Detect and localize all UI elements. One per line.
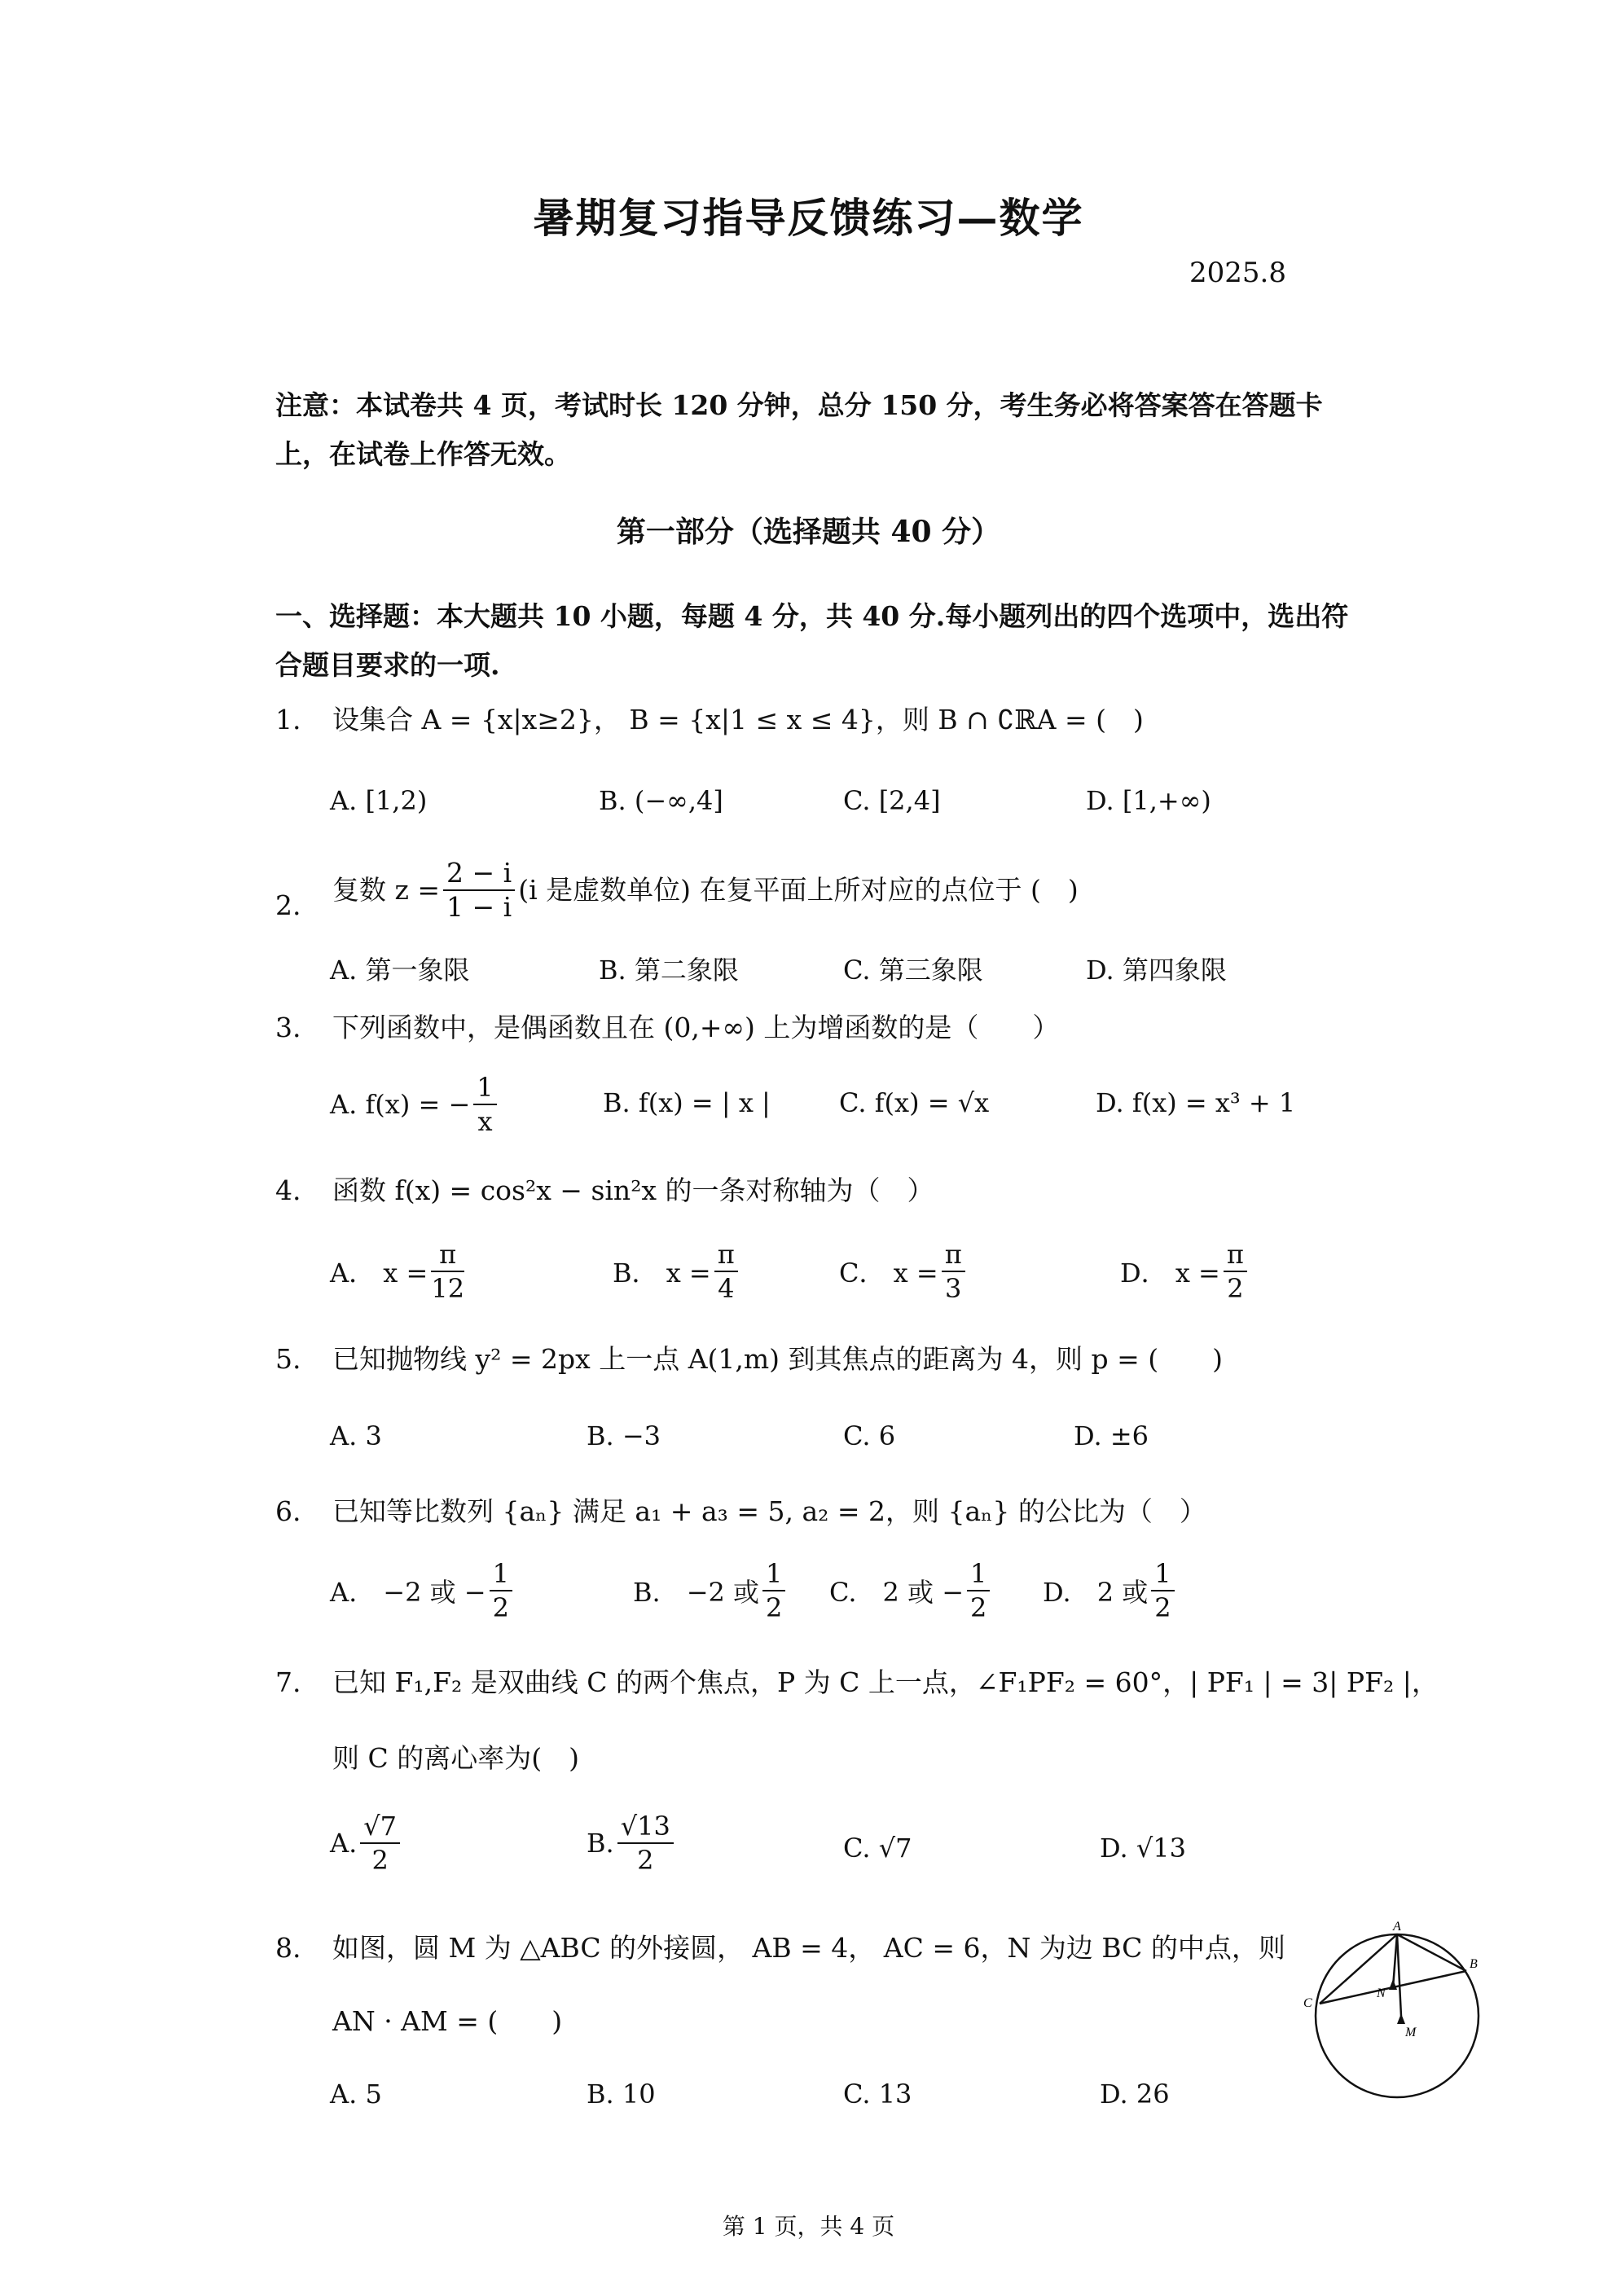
option-b[interactable] bbox=[633, 1557, 789, 1624]
question-stem: 下列函数中，是偶函数且在 (0,+∞) 上为增函数的是（ ） bbox=[332, 1012, 1060, 1043]
question-stem: 函数 f(x) = cos²x − sin²x 的一条对称轴为（ ） bbox=[332, 1174, 934, 1206]
option-label: D. 2 或 bbox=[1043, 1577, 1149, 1608]
option-d[interactable] bbox=[1043, 1557, 1178, 1624]
option-d[interactable]: D. √13 bbox=[1100, 1833, 1186, 1864]
part-title: 第一部分（选择题共 40 分） bbox=[616, 515, 1001, 549]
option-label: C. 2 或 − bbox=[829, 1577, 964, 1608]
option-label: A. bbox=[330, 1828, 358, 1859]
stem-prefix: 复数 z = bbox=[332, 874, 441, 906]
option-a[interactable]: A. 第一象限 bbox=[330, 955, 470, 986]
option-d[interactable]: D. f(x) = x³ + 1 bbox=[1096, 1087, 1296, 1118]
fraction-denominator: 2 bbox=[492, 1592, 509, 1623]
fraction bbox=[942, 1238, 965, 1305]
option-d[interactable] bbox=[1120, 1238, 1250, 1305]
fraction-numerator: √13 bbox=[617, 1810, 674, 1844]
label-b: B bbox=[1470, 1957, 1478, 1971]
option-label: A． x = bbox=[330, 1258, 428, 1288]
option-a[interactable]: A. 3 bbox=[330, 1420, 382, 1451]
option-c[interactable]: C. 第三象限 bbox=[843, 955, 983, 986]
question-stem: 已知等比数列 {aₙ} 满足 a₁ + a₃ = 5, a₂ = 2，则 {aₙ} 的公比为（ ） bbox=[332, 1495, 1206, 1527]
option-label: B. −2 或 bbox=[633, 1577, 760, 1608]
fraction bbox=[490, 1557, 512, 1624]
fraction bbox=[714, 1238, 738, 1305]
vector-am bbox=[1397, 1934, 1401, 2016]
option-a[interactable] bbox=[330, 1071, 500, 1138]
option-label: C． x = bbox=[839, 1258, 938, 1288]
option-c[interactable]: C. [2,4] bbox=[843, 785, 941, 816]
fraction-denominator: 2 bbox=[1154, 1592, 1171, 1623]
label-c: C bbox=[1303, 1996, 1312, 2010]
option-b[interactable]: B. (−∞,4] bbox=[599, 785, 723, 816]
question-number: 8. bbox=[275, 1932, 301, 1964]
option-b[interactable]: B. 10 bbox=[587, 2079, 656, 2109]
fraction-denominator: x bbox=[477, 1106, 493, 1137]
option-a[interactable] bbox=[330, 1238, 468, 1305]
question-stem bbox=[332, 857, 1269, 924]
question-stem: 已知抛物线 y² = 2px 上一点 A(1,m) 到其焦点的距离为 4，则 p = ( ) bbox=[332, 1343, 1224, 1375]
option-d[interactable]: D. 第四象限 bbox=[1086, 955, 1227, 986]
fraction-numerator: π bbox=[431, 1238, 464, 1272]
fraction-numerator: 1 bbox=[1151, 1557, 1174, 1591]
question-number: 7. bbox=[275, 1666, 301, 1698]
fraction-numerator: 1 bbox=[762, 1557, 785, 1591]
option-b[interactable]: B. −3 bbox=[587, 1420, 661, 1451]
fraction-numerator: 1 bbox=[473, 1071, 496, 1105]
label-n: N bbox=[1377, 1987, 1386, 2000]
fraction bbox=[967, 1557, 990, 1624]
fraction-numerator: π bbox=[942, 1238, 965, 1272]
circle-figure bbox=[1295, 1914, 1491, 2109]
option-c[interactable]: C. √7 bbox=[843, 1833, 912, 1864]
option-label: A. f(x) = − bbox=[330, 1089, 471, 1120]
segment-ab bbox=[1397, 1934, 1466, 1971]
option-c[interactable]: C. f(x) = √x bbox=[839, 1087, 990, 1118]
question-stem: 如图，圆 M 为 △ABC 的外接圆， AB = 4， AC = 6，N 为边 BC 的中点，则 bbox=[332, 1932, 1285, 1964]
fraction bbox=[360, 1810, 400, 1877]
fraction-denominator: 2 bbox=[1227, 1273, 1244, 1304]
fraction-numerator: 1 bbox=[490, 1557, 512, 1591]
section-intro: 一、选择题：本大题共 10 小题，每题 4 分，共 40 分.每小题列出的四个选项中，选出符合题目要求的一项. bbox=[275, 600, 1349, 681]
label-a: A bbox=[1393, 1920, 1401, 1934]
fraction-numerator: 2 − i bbox=[443, 857, 515, 891]
option-a[interactable]: A. 5 bbox=[330, 2079, 382, 2109]
option-label: D． x = bbox=[1120, 1258, 1220, 1288]
fraction bbox=[431, 1238, 464, 1305]
fraction-denominator: 2 bbox=[970, 1592, 987, 1623]
fraction-denominator: 1 − i bbox=[446, 891, 512, 923]
option-b[interactable] bbox=[587, 1810, 677, 1877]
question-number: 6. bbox=[275, 1495, 301, 1527]
option-label: B. bbox=[587, 1828, 614, 1859]
fraction-numerator: π bbox=[1224, 1238, 1247, 1272]
exam-date: 2025.8 bbox=[1189, 257, 1286, 289]
option-d[interactable]: D. 26 bbox=[1100, 2079, 1170, 2109]
arrow-head-n bbox=[1389, 1979, 1397, 1990]
fraction-numerator: π bbox=[714, 1238, 738, 1272]
option-c[interactable] bbox=[839, 1238, 969, 1305]
option-b[interactable] bbox=[613, 1238, 741, 1305]
fraction bbox=[1151, 1557, 1174, 1624]
option-label: B． x = bbox=[613, 1258, 711, 1288]
fraction-denominator: 2 bbox=[371, 1845, 389, 1876]
question-number: 2. bbox=[275, 889, 301, 921]
option-b[interactable]: B. 第二象限 bbox=[599, 955, 739, 986]
circumcircle bbox=[1316, 1934, 1479, 2097]
fraction-denominator: 2 bbox=[766, 1592, 783, 1623]
question-stem-continued: AN · AM = ( ) bbox=[332, 2005, 563, 2037]
question-stem-continued: 则 C 的离心率为( ) bbox=[332, 1742, 579, 1774]
question-number: 3. bbox=[275, 1012, 301, 1043]
option-a[interactable]: A. [1,2) bbox=[330, 785, 428, 816]
page-title: 暑期复习指导反馈练习—数学 bbox=[533, 194, 1084, 242]
stem-suffix: (i 是虚数单位) 在复平面上所对应的点位于 ( ) bbox=[518, 874, 1079, 906]
option-b[interactable]: B. f(x) = | x | bbox=[603, 1087, 771, 1118]
fraction-numerator: √7 bbox=[360, 1810, 400, 1844]
option-d[interactable]: D. ±6 bbox=[1074, 1420, 1149, 1451]
fraction-denominator: 2 bbox=[637, 1845, 654, 1876]
fraction-denominator: 3 bbox=[945, 1273, 962, 1304]
label-m: M bbox=[1405, 2026, 1417, 2039]
option-d[interactable]: D. [1,+∞) bbox=[1086, 785, 1211, 816]
option-c[interactable]: C. 13 bbox=[843, 2079, 912, 2109]
fraction bbox=[762, 1557, 785, 1624]
fraction-numerator: 1 bbox=[967, 1557, 990, 1591]
fraction-denominator: 12 bbox=[431, 1273, 465, 1304]
option-c[interactable]: C. 6 bbox=[843, 1420, 896, 1451]
option-a[interactable] bbox=[330, 1810, 403, 1877]
option-label: A. −2 或 − bbox=[330, 1577, 486, 1608]
question-stem: 设集合 A = {x|x≥2}， B = {x|1 ≤ x ≤ 4}，则 B ∩ ∁ℝA = ( ) bbox=[332, 704, 1144, 735]
fraction bbox=[473, 1071, 496, 1138]
fraction bbox=[443, 857, 515, 924]
question-number: 4. bbox=[275, 1174, 301, 1206]
fraction-denominator: 4 bbox=[718, 1273, 735, 1304]
arrow-head-m bbox=[1397, 2013, 1405, 2024]
fraction bbox=[1224, 1238, 1247, 1305]
exam-notice: 注意：本试卷共 4 页，考试时长 120 分钟，总分 150 分，考生务必将答案答在答题卡上，在试卷上作答无效。 bbox=[275, 389, 1323, 470]
question-number: 1. bbox=[275, 704, 301, 735]
option-c[interactable] bbox=[829, 1557, 993, 1624]
option-a[interactable] bbox=[330, 1557, 516, 1624]
fraction bbox=[617, 1810, 674, 1877]
page-footer: 第 1 页，共 4 页 bbox=[722, 2213, 895, 2240]
question-stem: 已知 F₁,F₂ 是双曲线 C 的两个焦点，P 为 C 上一点，∠F₁PF₂ = 60°，| PF₁ | = 3| PF₂ |， bbox=[332, 1666, 1439, 1698]
question-number: 5. bbox=[275, 1343, 301, 1375]
